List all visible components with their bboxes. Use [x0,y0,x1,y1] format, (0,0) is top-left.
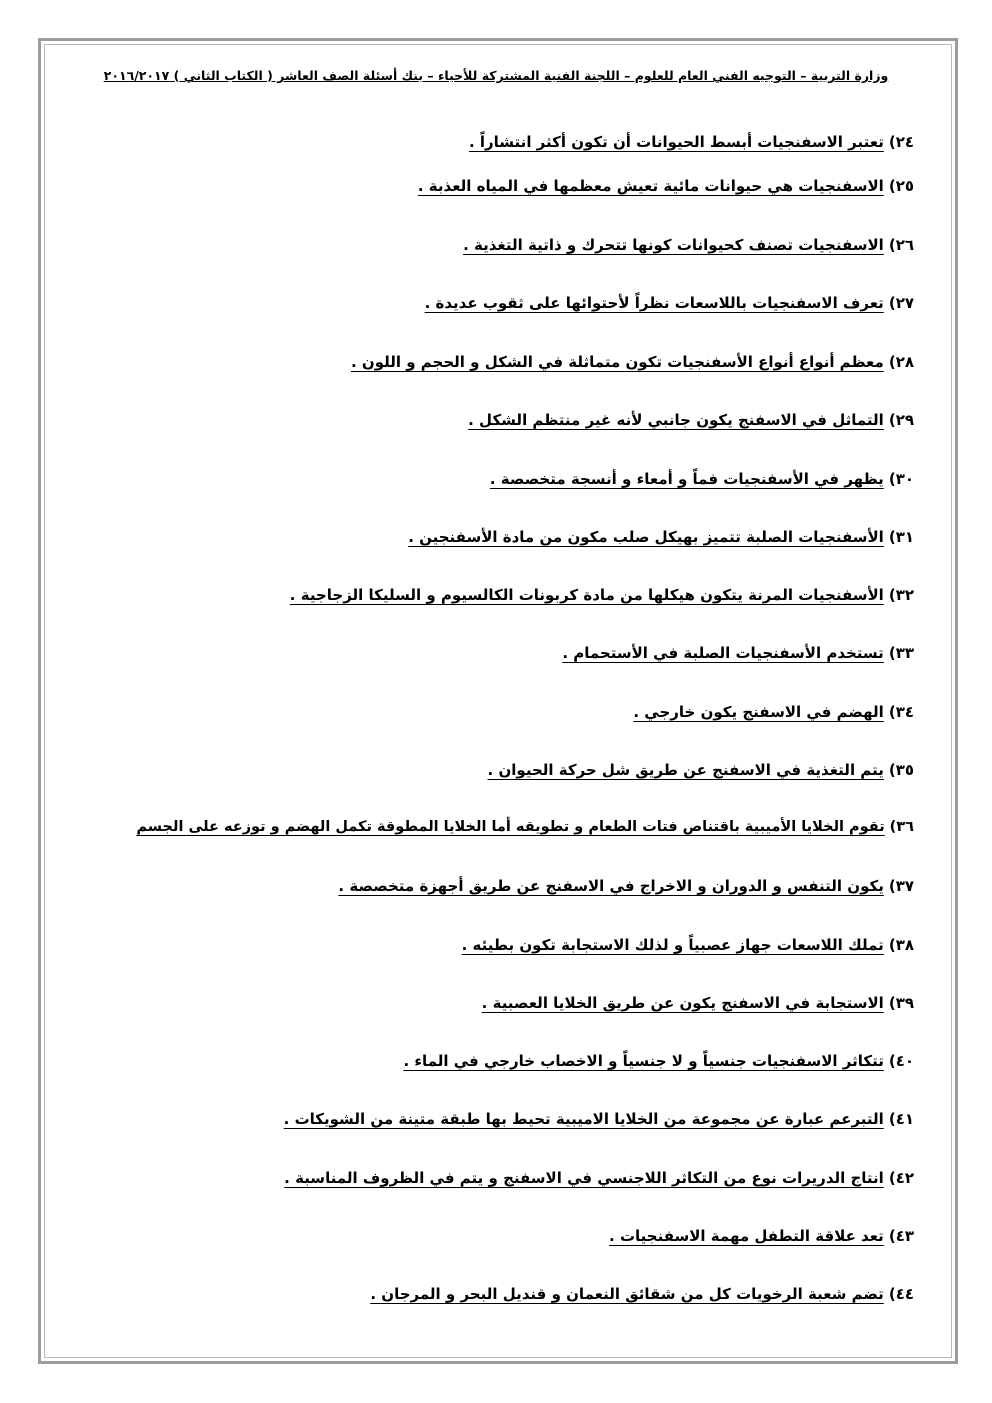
question-number: ٣٧) [888,877,914,895]
question-number: ٣٣) [888,644,914,662]
question-text: تملك اللاسعات جهاز عصبياً و لذلك الاستجابة تكون بطيئه . [461,936,884,954]
question-number: ٣٢) [888,586,914,604]
question-text: التماثل في الاسفنج يكون جانبي لأنه غير منتظم الشكل . [468,411,884,429]
question-number: ٢٩) [888,411,914,429]
question-number: ٣٦) [889,819,914,835]
question-44 [74,1285,914,1303]
question-text: الهضم في الاسفنج يكون خارجي . [633,703,884,721]
question-25 [74,177,914,195]
question-29 [74,411,914,429]
question-34 [74,703,914,721]
question-number: ٢٧) [888,294,914,312]
question-39 [74,994,914,1012]
question-text: تعد علاقة التطفل مهمة الاسفنجيات . [609,1227,884,1245]
question-number: ٢٤) [888,133,914,151]
question-text: الاستجابة في الاسفنج يكون عن طريق الخلايا العصبية . [481,994,884,1012]
question-number: ٣٤) [888,703,914,721]
question-number: ٤٢) [888,1169,914,1187]
question-37 [74,877,914,895]
question-36 [74,819,914,835]
question-text: معظم أنواع أنواع الأسفنجيات تكون متماثلة في الشكل و الحجم و اللون . [351,353,884,371]
question-text: تقوم الخلايا الأميبية باقتناص فتات الطعام و تطويقه أما الخلايا المطوقة تكمل الهضم و توزعه على الجسم [136,819,885,835]
question-number: ٣٠) [888,470,914,488]
question-text: الاسفنجيات هي حيوانات مائية تعيش معظمها في المياه العذبة . [417,177,884,195]
question-text: يظهر في الأسفنجيات فماً و أمعاء و أنسجة متخصصة . [489,470,884,488]
question-38 [74,936,914,954]
question-30 [74,470,914,488]
question-31 [74,528,914,546]
question-number: ٤٠) [888,1052,914,1070]
question-40 [74,1052,914,1070]
page-header: وزارة التربية – التوجيه الفني العام للعلوم – اللجنة الفنية المشتركة للأحياء – بنك أسئلة الصف العاشر ( الكتاب الثاني ) ٢٠١٦/٢٠١٧ [103,68,889,83]
question-43 [74,1227,914,1245]
question-text: يتم التغذية في الاسفنج عن طريق شل حركة الحيوان . [487,761,884,779]
question-35 [74,761,914,779]
question-number: ٢٥) [888,177,914,195]
question-text: الأسفنجيات الصلبة تتميز بهيكل صلب مكون من مادة الأسفنجين . [408,528,884,546]
question-number: ٤٤) [888,1285,914,1303]
question-41 [74,1110,914,1128]
question-text: الأسفنجيات المرنة يتكون هيكلها من مادة كربونات الكالسيوم و السليكا الزجاجية . [289,586,884,604]
question-32 [74,586,914,604]
question-text: تستخدم الأسفنجيات الصلبة في الأستحمام . [562,644,884,662]
question-27 [74,294,914,312]
question-number: ٣٨) [888,936,914,954]
question-text: تضم شعبة الرخويات كل من شقائق النعمان و قنديل البحر و المرجان . [370,1285,884,1303]
question-text: الاسفنجيات تصنف كحيوانات كونها تتحرك و ذاتية التغذية . [463,236,884,254]
question-33 [74,644,914,662]
question-text: يكون التنفس و الدوران و الاخراج في الاسفنج عن طريق أجهزة متخصصة . [338,877,884,895]
question-number: ٣٩) [888,994,914,1012]
question-24 [74,133,914,151]
question-42 [74,1169,914,1187]
question-number: ٣٥) [888,761,914,779]
question-number: ٣١) [888,528,914,546]
question-text: تتكاثر الاسفنجيات جنسياً و لا جنسياً و الاخصاب خارجي في الماء . [403,1052,884,1070]
question-text: انتاج الدريرات نوع من التكاثر اللاجنسي في الاسفنج و يتم في الظروف المناسبة . [284,1169,884,1187]
question-number: ٤١) [888,1110,914,1128]
question-number: ٢٦) [888,236,914,254]
question-text: تعرف الاسفنجيات باللاسعات نظراً لأحتوائها على ثقوب عديدة . [424,294,884,312]
question-text: تعتبر الاسفنجيات أبسط الحيوانات أن تكون أكثر انتشاراً . [468,133,884,151]
question-number: ٢٨) [888,353,914,371]
question-28 [74,353,914,371]
question-26 [74,236,914,254]
question-text: التبرعم عبارة عن مجموعة من الخلايا الاميبية تحيط بها طبقة متينة من الشويكات . [283,1110,884,1128]
question-number: ٤٣) [888,1227,914,1245]
